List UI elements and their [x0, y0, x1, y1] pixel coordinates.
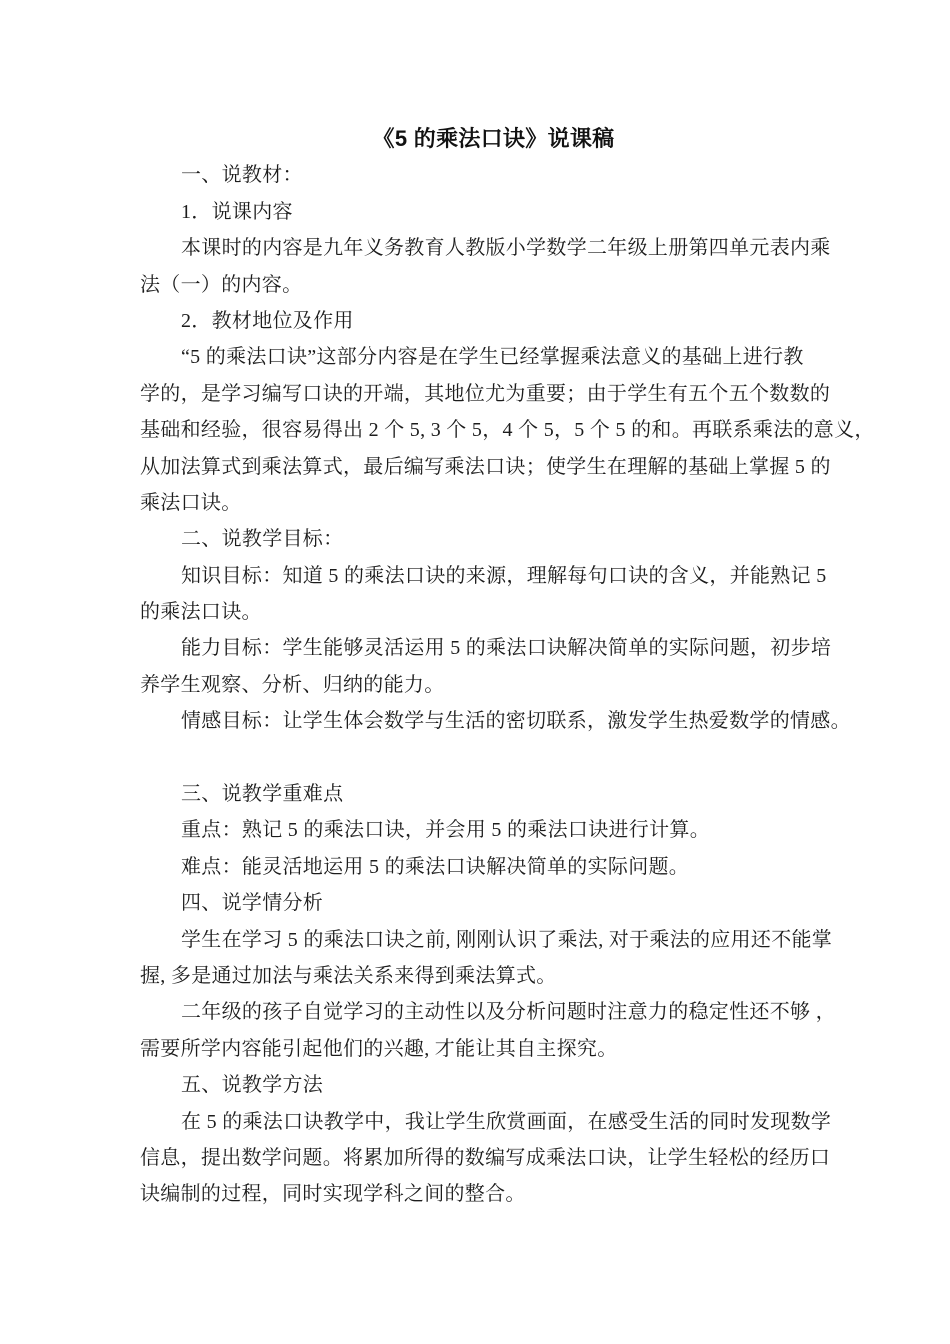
- text-line: 二年级的孩子自觉学习的主动性以及分析问题时注意力的稳定性还不够 ，: [181, 1001, 836, 1024]
- text-line: 养学生观察、分析、归纳的能力。: [140, 673, 445, 696]
- document-content: [140, 121, 875, 1213]
- text-line: 的乘法口诀。: [140, 601, 262, 624]
- text-line: 在 5 的乘法口诀教学中，我让学生欣赏画面，在感受生活的同时发现数学: [181, 1110, 832, 1133]
- text-line: 信息，提出数学问题。将累加所得的数编写成乘法口诀，让学生轻松的经历口: [140, 1146, 831, 1169]
- text-line: 基础和经验，很容易得出 2 个 5, 3 个 5，4 个 5，5 个 5 的和。再联系乘法的意义，: [140, 419, 875, 442]
- text-line: 学生在学习 5 的乘法口诀之前, 刚刚认识了乘法, 对于乘法的应用还不能掌: [181, 928, 833, 951]
- text-line: 知识目标：知道 5 的乘法口诀的来源，理解每句口诀的含义，并能熟记 5: [181, 564, 827, 587]
- text-line: 诀编制的过程，同时实现学科之间的整合。: [140, 1183, 526, 1206]
- text-line: 从加法算式到乘法算式，最后编写乘法口诀；使学生在理解的基础上掌握 5 的: [140, 455, 831, 478]
- text-line-subheading-1: 1．说课内容: [181, 200, 293, 223]
- text-line: 握, 多是通过加法与乘法关系来得到乘法算式。: [140, 964, 557, 987]
- text-line: 乘法口诀。: [140, 491, 242, 514]
- blank-line: [140, 740, 847, 776]
- text-line-heading-2: 二、说教学目标：: [181, 528, 344, 551]
- text-line: 能力目标：学生能够灵活运用 5 的乘法口诀解决简单的实际问题，初步培: [181, 637, 832, 660]
- text-line: 法（一）的内容。: [140, 273, 303, 296]
- text-line: 本课时的内容是九年义务教育人教版小学数学二年级上册第四单元表内乘: [181, 237, 831, 260]
- text-line: 需要所学内容能引起他们的兴趣, 才能让其自主探究。: [140, 1037, 618, 1060]
- text-line-heading-5: 五、说教学方法: [181, 1074, 324, 1097]
- text-line: 情感目标：让学生体会数学与生活的密切联系，激发学生热爱数学的情感。: [181, 710, 851, 733]
- text-line: 难点：能灵活地运用 5 的乘法口诀解决简单的实际问题。: [181, 855, 690, 878]
- text-line-subheading-2: 2．教材地位及作用: [181, 309, 354, 332]
- text-line-heading-3: 三、说教学重难点: [181, 783, 344, 806]
- text-line-heading-4: 四、说学情分析: [181, 892, 324, 915]
- text-line: 重点：熟记 5 的乘法口诀，并会用 5 的乘法口诀进行计算。: [181, 819, 710, 842]
- document-title: 《5 的乘法口诀》说课稿: [372, 126, 615, 151]
- text-line: 学的，是学习编写口诀的开端，其地位尤为重要；由于学生有五个五个数数的: [140, 382, 831, 405]
- text-line: “5 的乘法口诀”这部分内容是在学生已经掌握乘法意义的基础上进行教: [181, 346, 804, 369]
- text-line-heading-1: 一、说教材：: [181, 164, 303, 187]
